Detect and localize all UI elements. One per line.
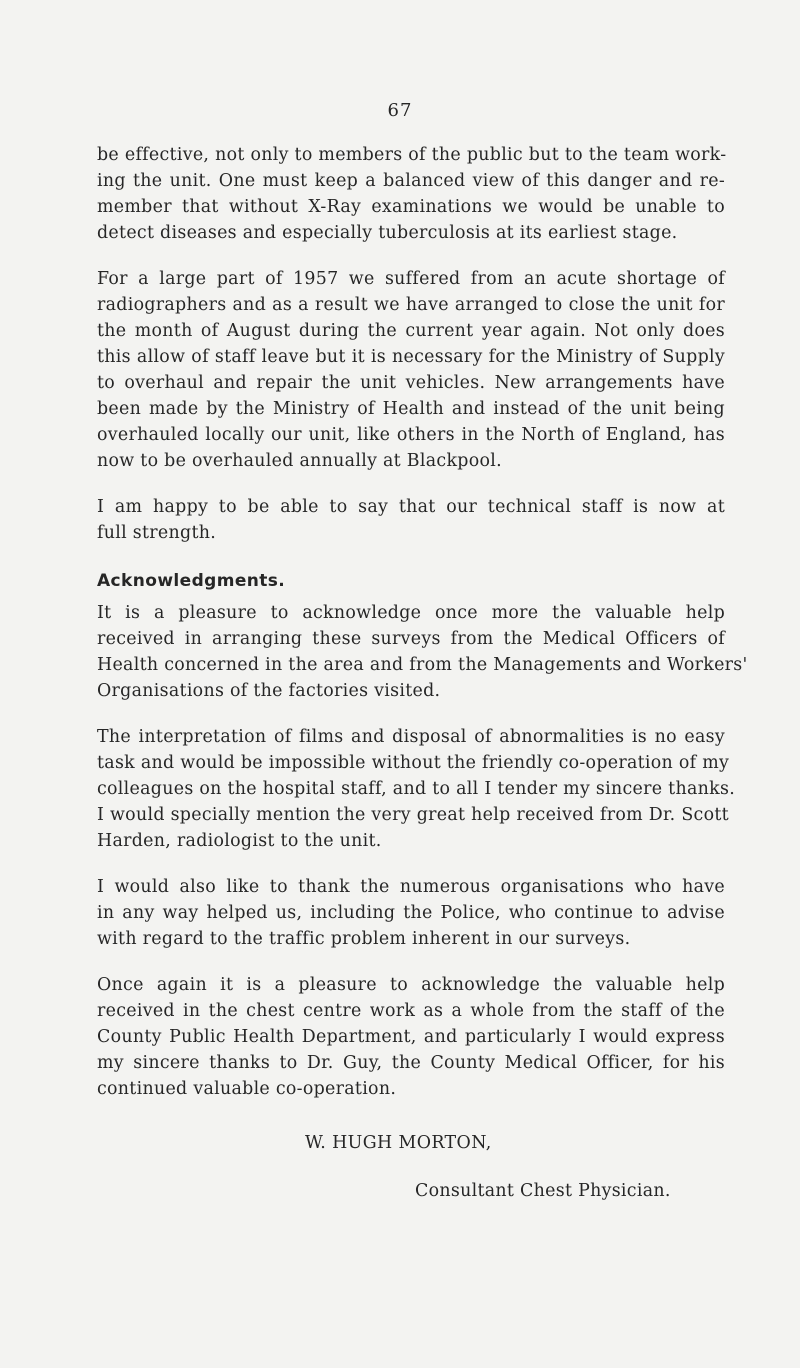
text-line: the month of August during the current year again. Not only does <box>97 321 725 341</box>
text-line: Harden, radiologist to the unit. <box>97 831 382 851</box>
text-line: The interpretation of films and disposal of abnormalities is no easy <box>97 727 725 747</box>
section-heading: Acknowledgments. <box>97 571 286 591</box>
text-line: I would also like to thank the numerous organisations who have <box>97 877 725 897</box>
text-line: ing the unit. One must keep a balanced view of this danger and re- <box>97 171 725 191</box>
paragraph-technical-staff <box>97 494 725 546</box>
text-line: For a large part of 1957 we suffered from an acute shortage of <box>97 269 725 289</box>
text-line: be effective, not only to members of the public but to the team work- <box>97 145 727 165</box>
document-body <box>97 142 748 1204</box>
text-line: this allow of staff leave but it is necessary for the Ministry of Supply <box>97 347 725 367</box>
text-line: now to be overhauled annually at Blackpool. <box>97 451 502 471</box>
text-line: to overhaul and repair the unit vehicles. New arrangements have <box>97 373 725 393</box>
text-line: full strength. <box>97 523 217 543</box>
text-line: I am happy to be able to say that our technical staff is now at <box>97 497 725 517</box>
text-line: my sincere thanks to Dr. Guy, the County Medical Officer, for his <box>97 1053 725 1073</box>
paragraph-staff-shortage <box>97 266 725 474</box>
text-line: Health concerned in the area and from the Managements and Workers' <box>97 655 748 675</box>
text-line: task and would be impossible without the friendly co-operation of my <box>97 753 730 773</box>
text-line: overhauled locally our unit, like others in the North of England, has <box>97 425 725 445</box>
text-line: County Public Health Department, and particularly I would express <box>97 1027 725 1047</box>
paragraph-acknowledge-officers <box>97 600 748 704</box>
paragraph-interpretation <box>97 724 736 854</box>
text-line: It is a pleasure to acknowledge once more the valuable help <box>97 603 725 623</box>
text-line: Organisations of the factories visited. <box>97 681 441 701</box>
paragraph-organisations <box>97 874 725 952</box>
text-line: continued valuable co-operation. <box>97 1079 397 1099</box>
text-line: radiographers and as a result we have arranged to close the unit for <box>97 295 725 315</box>
signatory-title: Consultant Chest Physician. <box>415 1181 671 1201</box>
text-line: in any way helped us, including the Police, who continue to advise <box>97 903 725 923</box>
text-line: Once again it is a pleasure to acknowledge the valuable help <box>97 975 725 995</box>
text-line: received in the chest centre work as a whole from the staff of the <box>97 1001 725 1021</box>
text-line: with regard to the traffic problem inherent in our surveys. <box>97 929 631 949</box>
paragraph-continuation <box>97 142 725 246</box>
text-line: received in arranging these surveys from the Medical Officers of <box>97 629 725 649</box>
text-line: been made by the Ministry of Health and instead of the unit being <box>97 399 725 419</box>
text-line: detect diseases and especially tuberculosis at its earliest stage. <box>97 223 678 243</box>
signature-block <box>97 1130 725 1204</box>
paragraph-chest-centre <box>97 972 725 1102</box>
text-line: colleagues on the hospital staff, and to all I tender my sincere thanks. <box>97 779 736 799</box>
text-line: member that without X-Ray examinations we would be unable to <box>97 197 725 217</box>
text-line: I would specially mention the very great help received from Dr. Scott <box>97 805 729 825</box>
page-number: 67 <box>387 100 413 121</box>
signatory-name: W. HUGH MORTON, <box>305 1133 492 1153</box>
